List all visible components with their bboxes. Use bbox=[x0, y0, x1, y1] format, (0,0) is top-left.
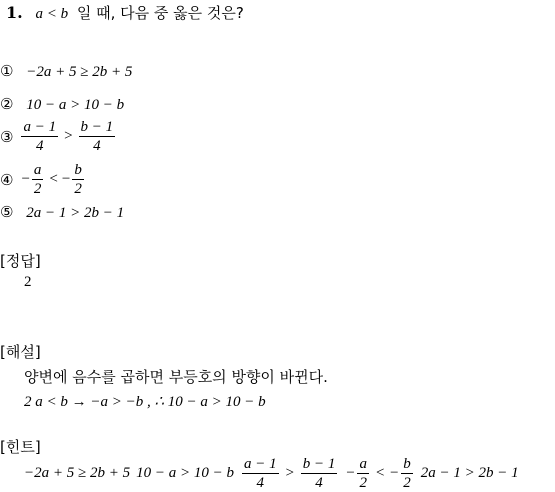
explanation-label: [해설] bbox=[0, 343, 41, 361]
numerator: b − 1 bbox=[302, 456, 336, 472]
choice-mark: ④ bbox=[0, 170, 14, 189]
denominator: 4 bbox=[301, 473, 338, 492]
numerator: b − 1 bbox=[80, 119, 114, 135]
choice-mark: ① bbox=[0, 62, 14, 80]
hint-expr-1: −2a + 5 ≥ 2b + 5 bbox=[24, 465, 131, 481]
choice-5[interactable] bbox=[0, 203, 124, 222]
hint-label: [힌트] bbox=[0, 438, 41, 456]
denominator: 4 bbox=[21, 136, 58, 155]
fraction-left bbox=[21, 118, 58, 155]
numerator: b bbox=[403, 456, 411, 472]
choice-expression: 10 − a > 10 − b bbox=[26, 97, 125, 113]
choice-mark: ⑤ bbox=[0, 203, 14, 221]
question-number: 1. bbox=[6, 3, 23, 22]
question-condition: a < b bbox=[35, 6, 69, 22]
hint-expressions bbox=[24, 455, 519, 492]
hint-expr-4 bbox=[345, 455, 414, 492]
numerator: a − 1 bbox=[23, 119, 57, 135]
numerator: a bbox=[359, 456, 367, 472]
inequality-sign: > bbox=[64, 128, 73, 144]
fraction-right bbox=[72, 161, 84, 198]
sign-left: − bbox=[21, 171, 30, 187]
sign-left: − bbox=[345, 465, 356, 481]
question-header bbox=[6, 2, 244, 23]
inequality-sign: < bbox=[374, 465, 386, 481]
denominator: 2 bbox=[359, 475, 367, 491]
inequality-sign: > bbox=[284, 465, 295, 481]
hint-expr-2: 10 − a > 10 − b bbox=[136, 465, 234, 481]
sign-right: − bbox=[61, 171, 71, 187]
hint-expr-3 bbox=[240, 455, 339, 492]
hint-expr-5: 2a − 1 > 2b − 1 bbox=[420, 465, 519, 481]
choice-2[interactable] bbox=[0, 95, 124, 114]
numerator: a − 1 bbox=[243, 456, 277, 472]
denominator: 4 bbox=[79, 136, 116, 155]
fraction-right bbox=[79, 118, 116, 155]
numerator: b bbox=[74, 162, 82, 178]
choice-1[interactable] bbox=[0, 62, 132, 81]
answer-label: [정답] bbox=[0, 252, 41, 270]
choice-4[interactable] bbox=[0, 161, 86, 198]
denominator: 2 bbox=[403, 475, 411, 491]
choice-expression: −2a + 5 ≥ 2b + 5 bbox=[26, 64, 133, 80]
question-text: 일 때, 다음 중 옳은 것은? bbox=[76, 4, 244, 22]
choice-3[interactable] bbox=[0, 118, 117, 155]
explanation-line-1: 양변에 음수를 곱하면 부등호의 방향이 바뀐다. bbox=[24, 368, 328, 386]
fraction-left bbox=[32, 161, 44, 198]
inequality-sign: < bbox=[49, 171, 58, 187]
choice-mark: ② bbox=[0, 95, 14, 113]
sign-right: − bbox=[389, 465, 400, 481]
answer-value: 2 bbox=[24, 274, 32, 290]
denominator: 4 bbox=[242, 473, 279, 492]
explanation-line-2: 2 a < b → −a > −b , ∴ 10 − a > 10 − b bbox=[24, 394, 266, 410]
denominator: 2 bbox=[33, 181, 42, 197]
choice-mark: ③ bbox=[0, 127, 14, 146]
denominator: 2 bbox=[74, 181, 82, 197]
choice-expression: 2a − 1 > 2b − 1 bbox=[26, 205, 125, 221]
numerator: a bbox=[33, 162, 42, 178]
